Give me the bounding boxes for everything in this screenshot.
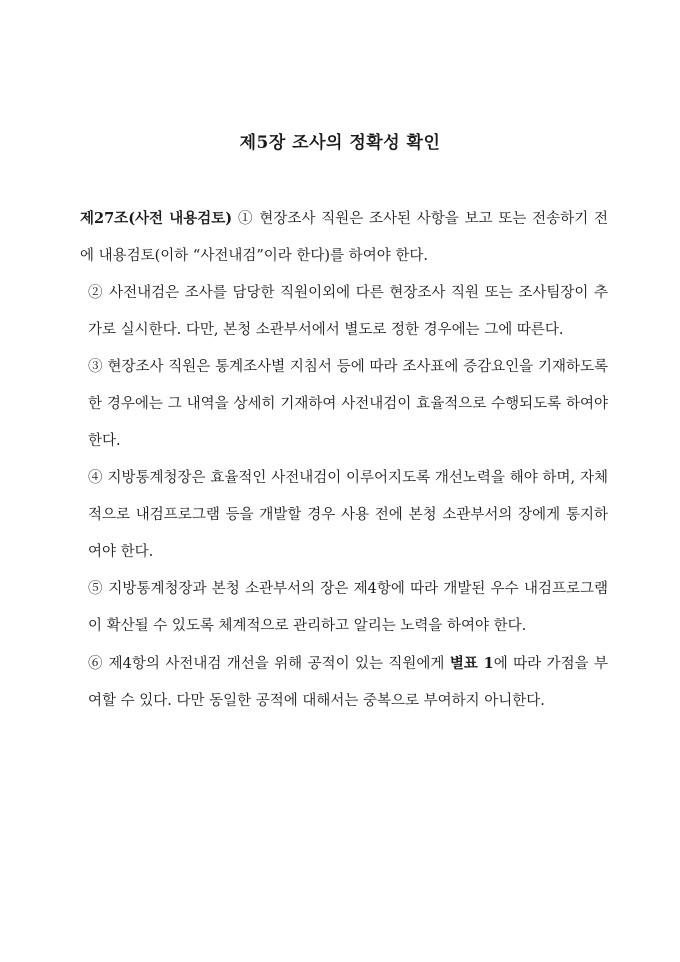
paragraph-6-text-post: 에 따라 가점을 부여할 수 있다. 다만 동일한 공적에 대해서는 중복으로 부여하지 아니한다.: [88, 656, 608, 709]
appendix-reference: 별표 1: [449, 655, 494, 672]
chapter-title: 제5장 조사의 정확성 확인: [239, 133, 441, 153]
article-paragraph-6: [88, 645, 608, 720]
article-27: [80, 200, 608, 720]
article-paragraph-2: ② 사전내검은 조사를 담당한 직원이외에 다른 현장조사 직원 또는 조사팀장이 추가로 실시한다. 다만, 본청 소관부서에서 별도로 정한 경우에는 그에 따른다.: [88, 285, 608, 338]
paragraph-6-text-pre: ⑥ 제4항의 사전내검 개선을 위해 공적이 있는 직원에게: [88, 656, 450, 672]
article-paragraph-1: [80, 200, 608, 275]
article-paragraph-3: ③ 현장조사 직원은 통계조사별 지침서 등에 따라 조사표에 증감요인을 기재하도록 한 경우에는 그 내역을 상세히 기재하여 사전내검이 효율적으로 수행되도록 하여야 한다.: [88, 359, 608, 449]
article-paragraph-4: ④ 지방통계청장은 효율적인 사전내검이 이루어지도록 개선노력을 해야 하며, 자체적으로 내검프로그램 등을 개발할 경우 사용 전에 본청 소관부서의 장에게 통지하여야 한다.: [88, 470, 608, 560]
paragraph-1-text: ① 현장조사 직원은 조사된 사항을 보고 또는 전송하기 전에 내용검토(이하 “사전내검”이라 한다)를 하여야 한다.: [80, 211, 608, 264]
article-paragraph-5: ⑤ 지방통계청장과 본청 소관부서의 장은 제4항에 따라 개발된 우수 내검프로그램이 확산될 수 있도록 체계적으로 관리하고 알리는 노력을 하여야 한다.: [88, 581, 608, 634]
article-heading: 제27조(사전 내용검토): [80, 210, 233, 227]
